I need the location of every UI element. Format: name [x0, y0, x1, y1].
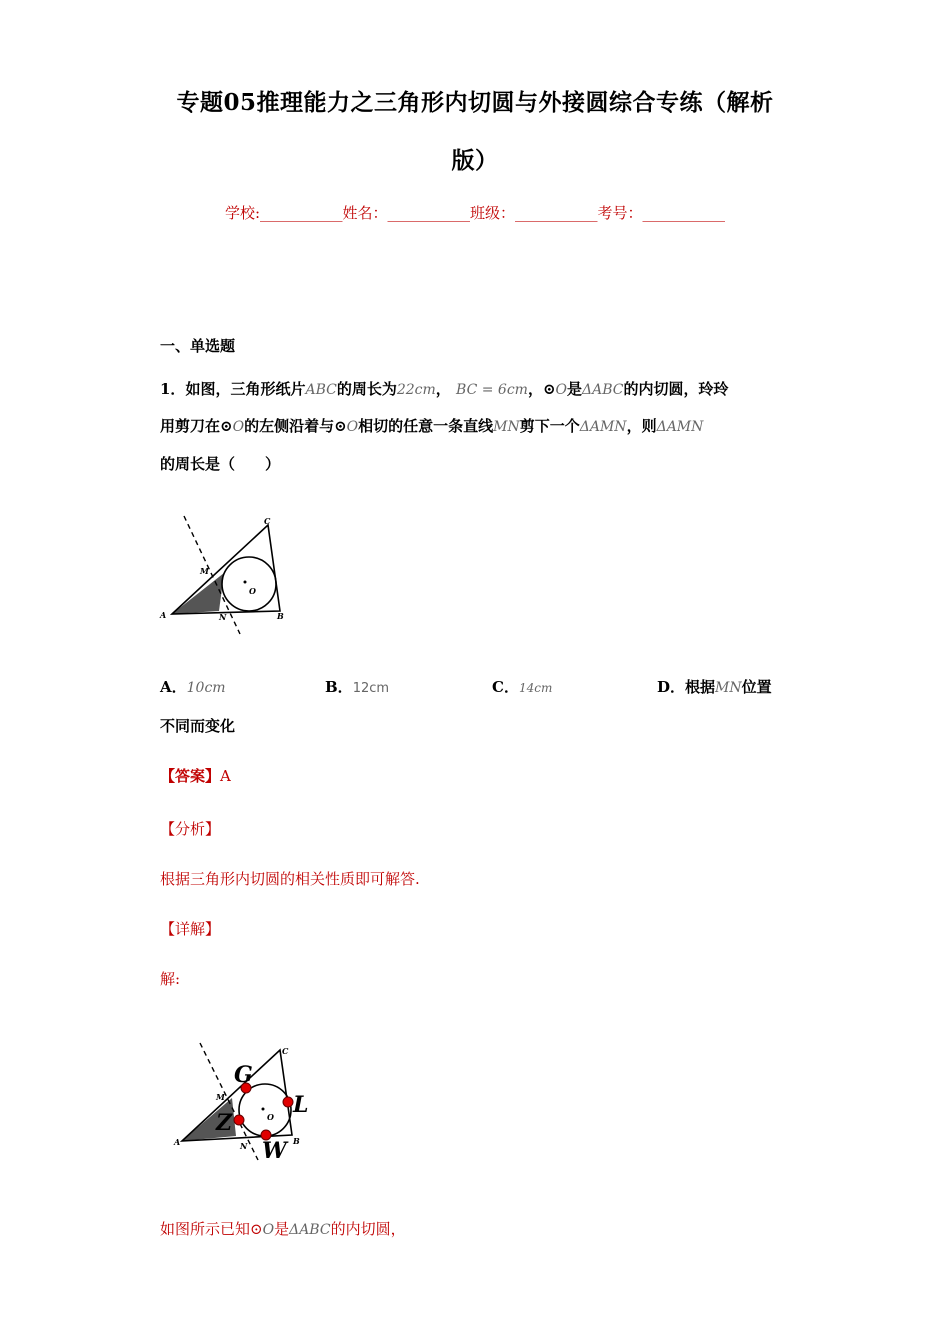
- answer-value: A: [220, 767, 231, 785]
- math-triangle-abc: ΔABC: [289, 1222, 331, 1238]
- q1-text: 用剪刀在⊙: [160, 417, 233, 435]
- math-o: O: [232, 419, 245, 435]
- triangle-figure: [158, 512, 298, 637]
- math-bc: BC = 6cm: [456, 382, 528, 398]
- label-a: A: [174, 1137, 181, 1147]
- option-a: [160, 676, 226, 697]
- exam-number-field: 考号：___________: [597, 204, 726, 222]
- option-value: 10cm: [186, 680, 226, 696]
- label-o: O: [249, 586, 256, 596]
- math-mn: MN: [493, 419, 520, 435]
- center-point: [244, 581, 247, 584]
- label-z: Z: [216, 1110, 233, 1136]
- option-d: [657, 676, 772, 697]
- tangent-point-z: [234, 1115, 244, 1125]
- analysis-label: 【分析】: [160, 820, 221, 838]
- analysis-text: 根据三角形内切圆的相关性质即可解答.: [160, 870, 420, 888]
- answer-row: [160, 765, 231, 786]
- section-heading: 一、单选题: [160, 337, 236, 355]
- annotated-triangle-figure: [170, 1038, 320, 1168]
- q1-text: 的周长为: [336, 380, 397, 398]
- q1-text: ，⊙: [527, 380, 556, 398]
- option-d-continued: 不同而变化: [160, 717, 236, 735]
- name-field: 姓名：___________: [342, 204, 471, 222]
- q1-text: ，则: [626, 417, 657, 435]
- label-b: B: [293, 1136, 300, 1146]
- label-c: C: [264, 516, 271, 526]
- student-info: [0, 202, 950, 223]
- question1-line3: 的周长是（ ）: [160, 455, 281, 473]
- q1-text: ，: [435, 380, 451, 398]
- detail-label: 【详解】: [160, 920, 221, 938]
- detail-text: 解:: [160, 970, 181, 988]
- label-g: G: [234, 1062, 253, 1088]
- school-field: 学校:___________: [224, 204, 343, 222]
- option-label: C．: [492, 678, 519, 696]
- math-triangle-abc: ΔABC: [582, 382, 624, 398]
- option-label: B．: [325, 678, 353, 696]
- label-m: M: [200, 566, 209, 576]
- label-b: B: [277, 611, 284, 621]
- q1-text: 如图，三角形纸片: [185, 380, 306, 398]
- option-c: [492, 676, 552, 697]
- option-b: [325, 676, 389, 697]
- option-label: A．: [160, 678, 187, 696]
- math-o: O: [262, 1222, 275, 1238]
- label-a: A: [160, 610, 167, 620]
- final-line: [160, 1218, 406, 1239]
- text: 如图所示已知⊙: [160, 1220, 263, 1238]
- math-o: O: [555, 382, 568, 398]
- document-title-line2: 版）: [451, 147, 499, 174]
- text: 是: [274, 1220, 290, 1238]
- q1-text: 相切的任意一条直线: [358, 417, 494, 435]
- option-label: 位置: [741, 678, 772, 696]
- q1-text: 剪下一个: [519, 417, 580, 435]
- option-value: 12cm: [352, 681, 390, 696]
- q1-text: 的左侧沿着与⊙: [244, 417, 347, 435]
- label-n: N: [240, 1141, 248, 1151]
- text: 的内切圆，: [330, 1220, 406, 1238]
- question1-line1: [160, 378, 729, 399]
- label-w: W: [262, 1138, 287, 1164]
- label-n: N: [219, 612, 227, 622]
- tangent-point-l: [283, 1097, 293, 1107]
- math-triangle-amn: ΔAMN: [579, 419, 627, 435]
- option-value: MN: [715, 680, 742, 696]
- answer-label: 【答案】: [160, 767, 221, 785]
- label-m: M: [216, 1092, 225, 1102]
- math-abc: ABC: [305, 382, 337, 398]
- label-l: L: [293, 1092, 309, 1118]
- math-triangle-amn: ΔAMN: [656, 419, 704, 435]
- center-point: [262, 1108, 265, 1111]
- question-number: 1．: [160, 380, 186, 398]
- label-c: C: [282, 1046, 289, 1056]
- tangent-line-mn: [200, 1043, 258, 1160]
- option-value: 14cm: [518, 681, 553, 695]
- incircle: [222, 557, 276, 611]
- q1-text: 是: [567, 380, 583, 398]
- class-field: 班级：___________: [470, 204, 598, 222]
- q1-text: 的内切圆，玲玲: [623, 380, 729, 398]
- label-o: O: [267, 1112, 274, 1122]
- question1-line2: [160, 415, 703, 436]
- math-perimeter: 22cm: [396, 382, 436, 398]
- tangent-line-mn: [184, 516, 240, 634]
- option-label: D．根据: [657, 678, 716, 696]
- math-o: O: [346, 419, 359, 435]
- document-title-line1: 专题05推理能力之三角形内切圆与外接圆综合专练（解析: [176, 89, 774, 116]
